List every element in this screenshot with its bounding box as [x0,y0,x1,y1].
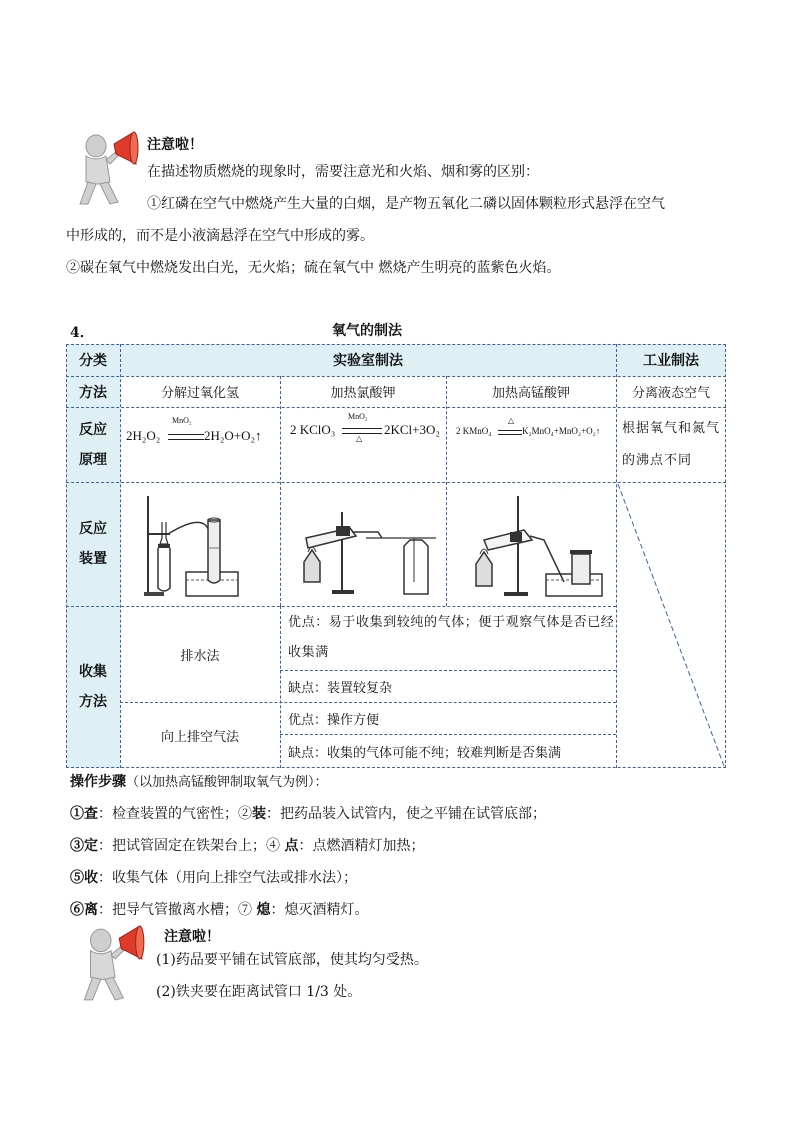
collect-water-advantage [280,606,616,670]
header-lab: 实验室制法 [120,344,616,376]
step-line-4 [70,900,368,920]
header-class: 分类 [66,344,120,376]
step-load: 装 [252,806,266,822]
step-line-2 [70,836,424,856]
collect-air-method: 向上排空气法 [160,729,239,745]
steps-heading [70,772,328,793]
method-kmno4: 加热高锰酸钾 [491,386,570,401]
table-rule [66,376,726,377]
step-text: ：熄灭酒精灯。 [270,902,369,918]
method-kclo3: 加热氯酸钾 [330,386,396,401]
collect-air-advantage: 优点：操作方便 [288,712,380,728]
eq3-arrow [498,430,522,435]
table-rule [280,670,616,671]
eq3-left: 2 KMnO₄ [456,426,492,436]
principle-industrial [616,407,726,482]
step-line-3 [70,868,357,888]
step-check: ①查 [70,806,98,822]
table-rule-v [280,606,281,768]
apparatus-kclo3-image [286,502,442,598]
note-line: ②碳在氧气中燃烧发出白光，无火焰；硫在氧气中 燃烧产生明亮的蓝紫色火焰。 [66,260,561,276]
header-industrial: 工业制法 [616,344,726,376]
steps-title: 操作步骤 [70,774,126,790]
row-principle-label [66,407,120,482]
step-collect: ⑤收 [70,870,98,886]
megaphone-figure-icon [74,924,146,1004]
table-rule [66,407,726,408]
megaphone-figure-icon [70,130,140,208]
row-principle-label-1: 反应 [79,421,107,438]
eq2-catalyst: MnO₂ [348,412,368,421]
row-collect-label [66,606,120,768]
table-rule [66,606,616,607]
eq1-left: 2H₂O₂ [126,428,161,443]
note2-title: 注意啦！ [164,929,220,945]
section-title: 氧气的制法 [332,323,402,339]
row-device-label-1: 反应 [79,521,107,537]
row-principle-label-2: 原理 [79,451,107,468]
table-rule [120,702,616,703]
step-light: 点 [284,838,299,854]
oxygen-preparation-table [66,344,726,768]
note-title: 注意啦！ [147,137,203,153]
step-fix: ③定 [70,838,98,854]
eq2-condition: △ [356,434,363,443]
eq1-arrow [168,434,204,440]
table-border-left [66,344,67,768]
note2-line: (2)铁夹要在距离试管口 1/3 处。 [156,984,362,1000]
table-rule-v [280,376,281,606]
steps-subtitle: （以加热高锰酸钾制取氧气为例）： [126,775,328,790]
step-text: ：收集气体（用向上排空气法或排水法）； [98,870,357,886]
section-number: 4． [70,325,94,341]
row-method-label: 方法 [66,376,120,407]
eq1-catalyst: MnO₂ [172,416,192,425]
row-collect-label-2: 方法 [79,694,107,710]
collect-water-disadvantage: 缺点：装置较复杂 [288,680,393,696]
note-line: 在描述物质燃烧的现象时，需要注意光和火焰、烟和雾的区别： [147,164,539,180]
row-device-label [66,482,120,606]
step-text: ：把药品装入试管内，使之平铺在试管底部； [266,806,546,822]
note-line: ①红磷在空气中燃烧产生大量的白烟，是产物五氧化二磷以固体颗粒形式悬浮在空气 [147,196,665,212]
method-h2o2: 分解过氧化氢 [160,386,239,401]
step-text: ：点燃酒精灯加热； [298,838,425,854]
apparatus-h2o2-image [124,488,276,600]
row-device-label-2: 装置 [79,551,107,567]
step-text: ：把导气管撤离水槽；⑦ [98,902,257,918]
step-line-1 [70,804,546,824]
eq1-right: 2H₂O+O₂↑ [204,428,262,443]
table-rule [280,734,616,735]
step-extinguish: 熄 [256,902,271,918]
step-text: ：把试管固定在铁架台上；④ [98,838,285,854]
eq2-right: 2KCl+3O₂ [384,422,440,437]
note2-line: (1)药品要平铺在试管底部，使其均匀受热。 [156,952,428,968]
collect-air-disadvantage: 缺点：收集的气体可能不纯；较难判断是否集满 [288,745,562,761]
row-collect-label-1: 收集 [79,664,107,680]
method-industrial: 分离液态空气 [631,386,710,401]
eq2-left: 2 KClO₃ [290,422,336,437]
table-rule-v [120,344,121,768]
table-border-top [66,344,726,345]
eq3-condition: △ [508,416,515,425]
step-text: ：检查装置的气密性；② [98,806,252,822]
apparatus-kmno4-image [454,492,610,602]
table-rule-v [446,376,447,606]
principle-industrial-text: 根据氧气和氮气的沸点不同 [622,420,721,468]
collect-water-method: 排水法 [180,648,220,664]
empty-cell-diagonal [616,482,726,768]
collect-water-advantage-text: 优点：易于收集到较纯的气体；便于观察气体是否已经收集满 [288,615,615,660]
step-remove: ⑥离 [70,902,98,918]
eq3-right: K₂MnO₄+MnO₂+O₂↑ [522,426,601,436]
note-line: 中形成的，而不是小液滴悬浮在空气中形成的雾。 [66,228,374,244]
